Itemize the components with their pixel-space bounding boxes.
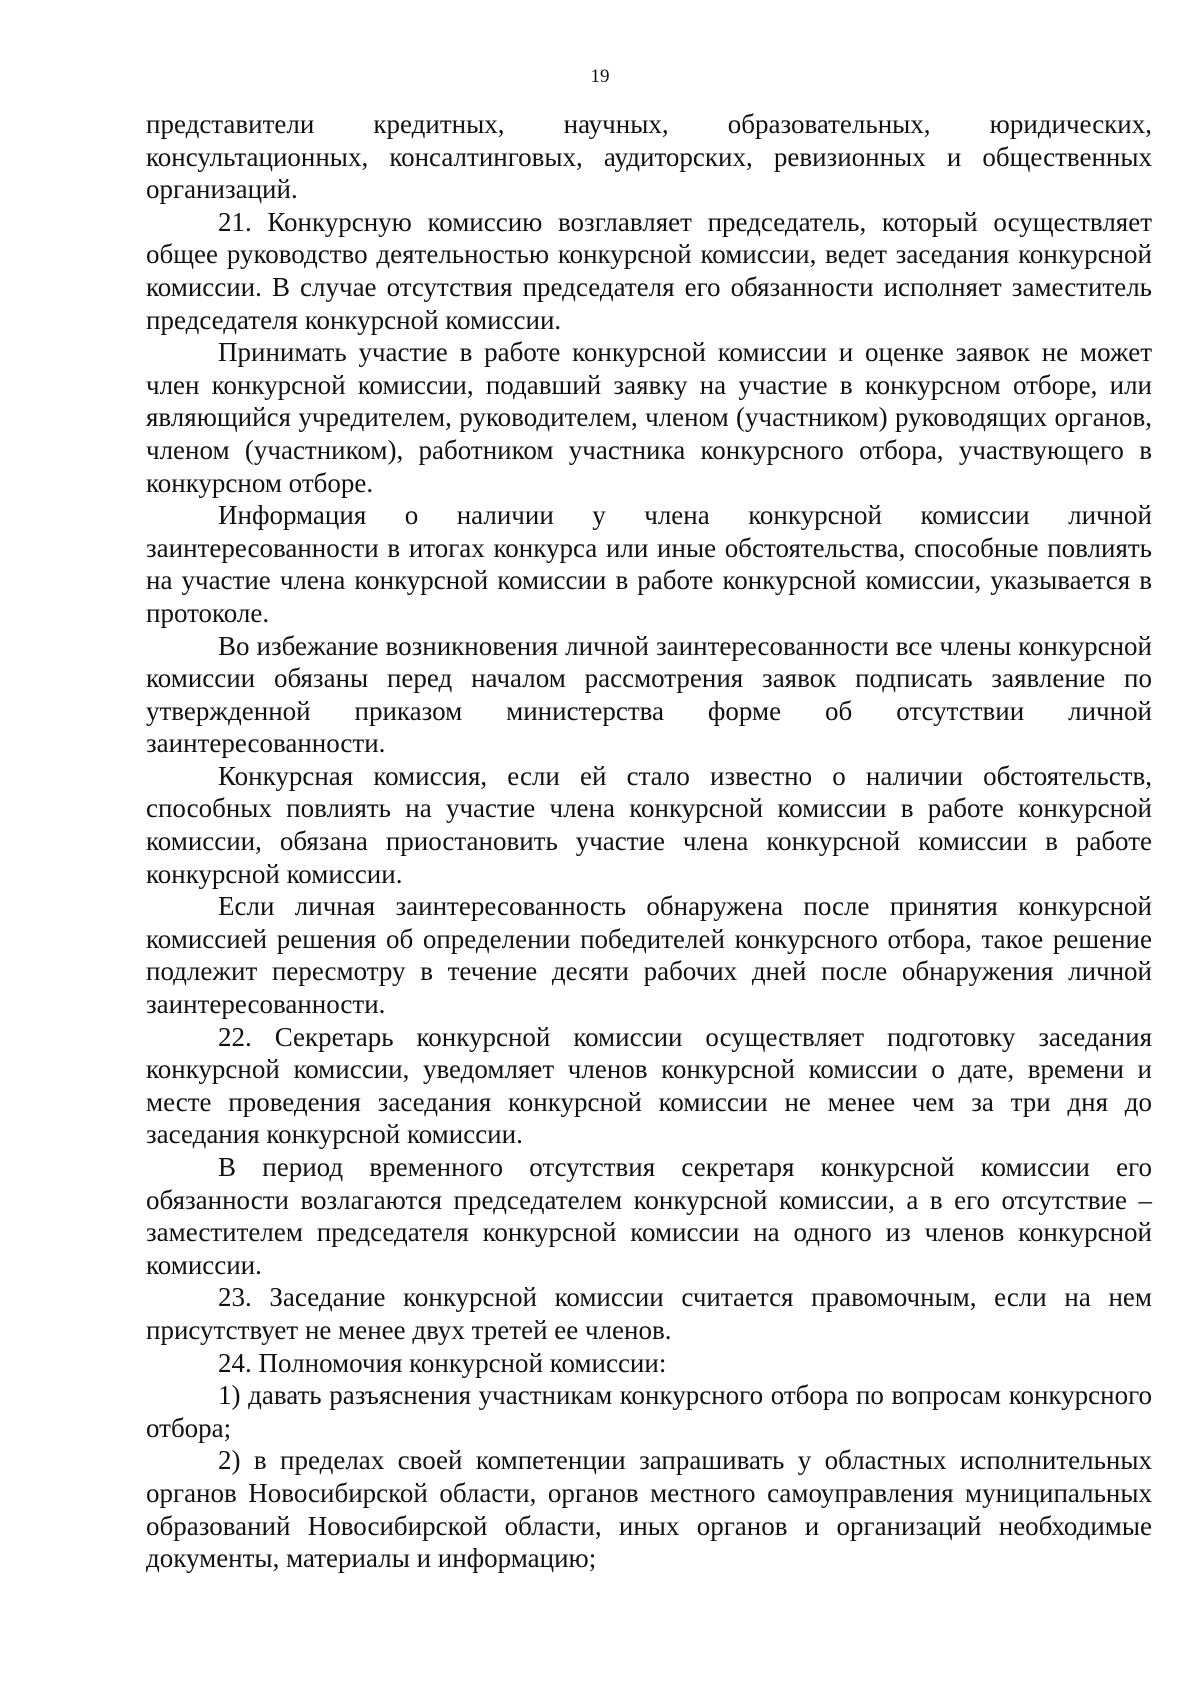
list-item-2: 2) в пределах своей компетенции запрашивать у областных исполнительных органов Новосибирской области, органов местного самоуправления муниципальных образований Новосибирской области, иных органов и организаций необходимые документы, материалы и информацию; bbox=[146, 1445, 1152, 1574]
document-body bbox=[146, 108, 1152, 1575]
paragraph-21: 21. Конкурсную комиссию возглавляет председатель, который осуществляет общее руководство деятельностью конкурсной комиссии, ведет заседания конкурсной комиссии. В случае отсутствия председателя его обязанности исполняет заместитель председателя конкурсной комиссии. bbox=[146, 206, 1152, 335]
page-number: 19 bbox=[590, 66, 610, 87]
list-item-1: 1) давать разъяснения участникам конкурсного отбора по вопросам конкурсного отбора; bbox=[146, 1380, 1152, 1443]
paragraph-review: Если личная заинтересованность обнаружена после принятия конкурсной комиссией решения об определении победителей конкурсного отбора, такое решение подлежит пересмотру в течение десяти рабочих дней после обнаружения личной заинтересованности. bbox=[146, 891, 1152, 1020]
paragraph-continuation: представители кредитных, научных, образовательных, юридических, консультационных, консалтинговых, аудиторских, ревизионных и общественных организаций. bbox=[146, 109, 1152, 205]
paragraph-participation: Принимать участие в работе конкурсной комиссии и оценке заявок не может член конкурсной комиссии, подавший заявку на участие в конкурсном отборе, или являющийся учредителем, руководителем, членом (участником) руководящих органов, членом (участником), работником участника конкурсного отбора, участвующего в конкурсном отборе. bbox=[146, 337, 1152, 498]
paragraph-22: 22. Секретарь конкурсной комиссии осуществляет подготовку заседания конкурсной комиссии, уведомляет членов конкурсной комиссии о дате, времени и месте проведения заседания конкурсной комиссии не менее чем за три дня до заседания конкурсной комиссии. bbox=[146, 1021, 1152, 1150]
paragraph-suspension: Конкурсная комиссия, если ей стало известно о наличии обстоятельств, способных повлиять на участие члена конкурсной комиссии в работе конкурсной комиссии, обязана приостановить участие члена конкурсной комиссии в работе конкурсной комиссии. bbox=[146, 760, 1152, 889]
paragraph-avoidance: Во избежание возникновения личной заинтересованности все члены конкурсной комиссии обязаны перед началом рассмотрения заявок подписать заявление по утвержденной приказом министерства форме об отсутствии личной заинтересованности. bbox=[146, 630, 1152, 759]
paragraph-24: 24. Полномочия конкурсной комиссии: bbox=[218, 1347, 667, 1378]
paragraph-secretary-absence: В период временного отсутствия секретаря конкурсной комиссии его обязанности возлагаются председателем конкурсной комиссии, а в его отсутствие – заместителем председателя конкурсной комиссии на одного из членов конкурсной комиссии. bbox=[146, 1152, 1152, 1280]
paragraph-information: Информация о наличии у члена конкурсной комиссии личной заинтересованности в итогах конкурса или иные обстоятельства, способные повлиять на участие члена конкурсной комиссии в работе конкурсной комиссии, указывается в протоколе. bbox=[146, 500, 1152, 628]
paragraph-23: 23. Заседание конкурсной комиссии считается правомочным, если на нем присутствует не менее двух третей ее членов. bbox=[146, 1282, 1152, 1345]
